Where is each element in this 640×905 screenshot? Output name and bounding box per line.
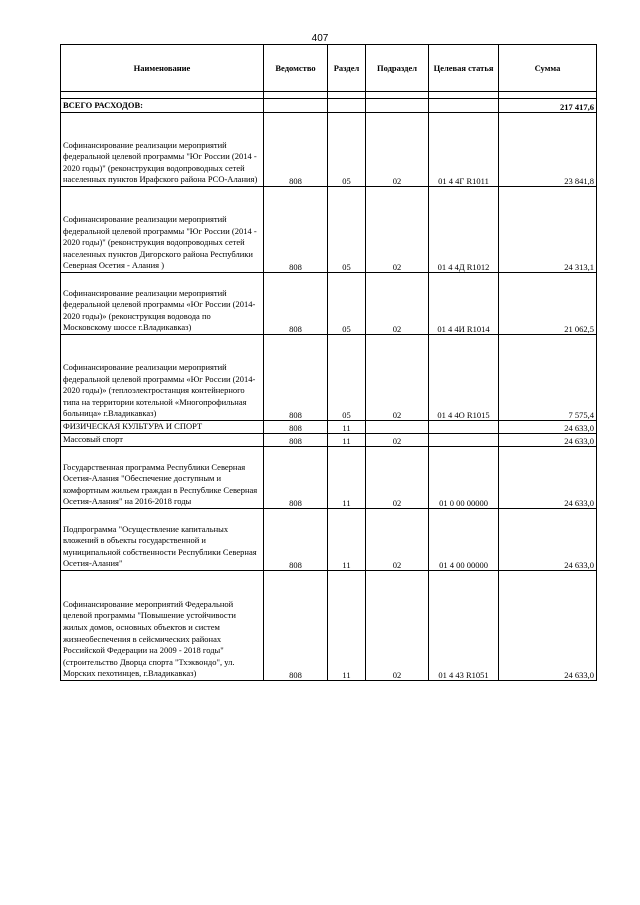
table-row xyxy=(61,571,597,681)
row-target xyxy=(429,421,499,434)
row-dept: 808 xyxy=(264,509,328,571)
row-dept: 808 xyxy=(264,571,328,681)
row-target: 01 4 4Г R1011 xyxy=(429,113,499,187)
row-target: 01 4 4Д R1012 xyxy=(429,187,499,273)
row-sum: 24 633,0 xyxy=(499,421,597,434)
row-name: Софинансирование реализации мероприятий федеральной целевой программы «Юг России (2014-2020 годы)» (теплоэлектростанция контейнерного типа на территории котельной «Многопрофильная больница» г.Владикавказ) xyxy=(61,335,264,421)
row-section: 11 xyxy=(328,509,366,571)
table-row xyxy=(61,335,597,421)
row-subsection: 02 xyxy=(366,113,429,187)
row-target: 01 4 43 R1051 xyxy=(429,571,499,681)
total-row xyxy=(61,99,597,113)
row-sum: 24 633,0 xyxy=(499,509,597,571)
header-row xyxy=(61,45,597,92)
header-name: Наименование xyxy=(61,45,264,92)
row-subsection: 02 xyxy=(366,509,429,571)
row-target: 01 0 00 00000 xyxy=(429,447,499,509)
row-target: 01 4 4И R1014 xyxy=(429,273,499,335)
row-subsection: 02 xyxy=(366,273,429,335)
header-section: Раздел xyxy=(328,45,366,92)
table-row xyxy=(61,447,597,509)
table-row xyxy=(61,421,597,434)
row-dept: 808 xyxy=(264,273,328,335)
row-dept: 808 xyxy=(264,113,328,187)
row-sum: 24 313,1 xyxy=(499,187,597,273)
header-sum: Сумма xyxy=(499,45,597,92)
row-target: 01 4 4О R1015 xyxy=(429,335,499,421)
row-section: 11 xyxy=(328,571,366,681)
header-dept: Ведомство xyxy=(264,45,328,92)
row-sum: 24 633,0 xyxy=(499,447,597,509)
row-name: Софинансирование реализации мероприятий федеральной целевой программы "Юг России (2014 - 2020 годы)" (реконструкция водопроводных сетей населенных пунктов Дигорского района Республики Северная Осетия - Алания ) xyxy=(61,187,264,273)
row-section: 11 xyxy=(328,421,366,434)
row-name: Массовый спорт xyxy=(61,434,264,447)
row-section: 11 xyxy=(328,447,366,509)
row-name: Подпрограмма "Осуществление капитальных вложений в объекты государственной и муниципальной собственности Республики Северная Осетия-Алания" xyxy=(61,509,264,571)
header-subsection: Подраздел xyxy=(366,45,429,92)
row-target xyxy=(429,434,499,447)
row-name: Государственная программа Республики Северная Осетия-Алания "Обеспечение доступным и комфортным жильем граждан в Республике Северная Осетия-Алания" на 2016-2018 годы xyxy=(61,447,264,509)
row-sum: 21 062,5 xyxy=(499,273,597,335)
row-section: 05 xyxy=(328,273,366,335)
row-subsection: 02 xyxy=(366,434,429,447)
table-row xyxy=(61,434,597,447)
row-subsection: 02 xyxy=(366,335,429,421)
row-subsection: 02 xyxy=(366,571,429,681)
table-row xyxy=(61,187,597,273)
row-sum: 7 575,4 xyxy=(499,335,597,421)
row-section: 11 xyxy=(328,434,366,447)
row-dept: 808 xyxy=(264,187,328,273)
table-row xyxy=(61,113,597,187)
table-row xyxy=(61,273,597,335)
row-section: 05 xyxy=(328,187,366,273)
row-section: 05 xyxy=(328,113,366,187)
row-section: 05 xyxy=(328,335,366,421)
row-sum: 24 633,0 xyxy=(499,434,597,447)
total-sum: 217 417,6 xyxy=(499,99,597,113)
row-subsection: 02 xyxy=(366,187,429,273)
page-number: 407 xyxy=(311,33,329,44)
row-name: Софинансирование реализации мероприятий федеральной целевой программы "Юг России (2014 - 2020 годы)" (реконструкция водопроводных сетей населенных пунктов Ирафского района РСО-Алания) xyxy=(61,113,264,187)
row-dept: 808 xyxy=(264,335,328,421)
row-dept: 808 xyxy=(264,434,328,447)
total-label: ВСЕГО РАСХОДОВ: xyxy=(61,99,264,113)
budget-table xyxy=(60,44,597,681)
spacer-row xyxy=(61,92,597,99)
row-target: 01 4 00 00000 xyxy=(429,509,499,571)
row-name: ФИЗИЧЕСКАЯ КУЛЬТУРА И СПОРТ xyxy=(61,421,264,434)
row-sum: 24 633,0 xyxy=(499,571,597,681)
header-target: Целевая статья xyxy=(429,45,499,92)
row-subsection: 02 xyxy=(366,447,429,509)
row-dept: 808 xyxy=(264,447,328,509)
row-name: Софинансирование реализации мероприятий федеральной целевой программы «Юг России (2014-2020 годы)» (реконструкция водовода по Московскому шоссе г.Владикавказ) xyxy=(61,273,264,335)
row-dept: 808 xyxy=(264,421,328,434)
table-row xyxy=(61,509,597,571)
row-sum: 23 841,8 xyxy=(499,113,597,187)
row-subsection xyxy=(366,421,429,434)
row-name: Софинансирование мероприятий Федеральной целевой программы "Повышение устойчивости жилых домов, основных объектов и систем жизнеобеспечения в сейсмических районах Российской Федерации на 2009 - 2018 годы" (строительство Дворца спорта "Тхэквондо", ул. Морских пехотинцев, г.Владикавказ) xyxy=(61,571,264,681)
